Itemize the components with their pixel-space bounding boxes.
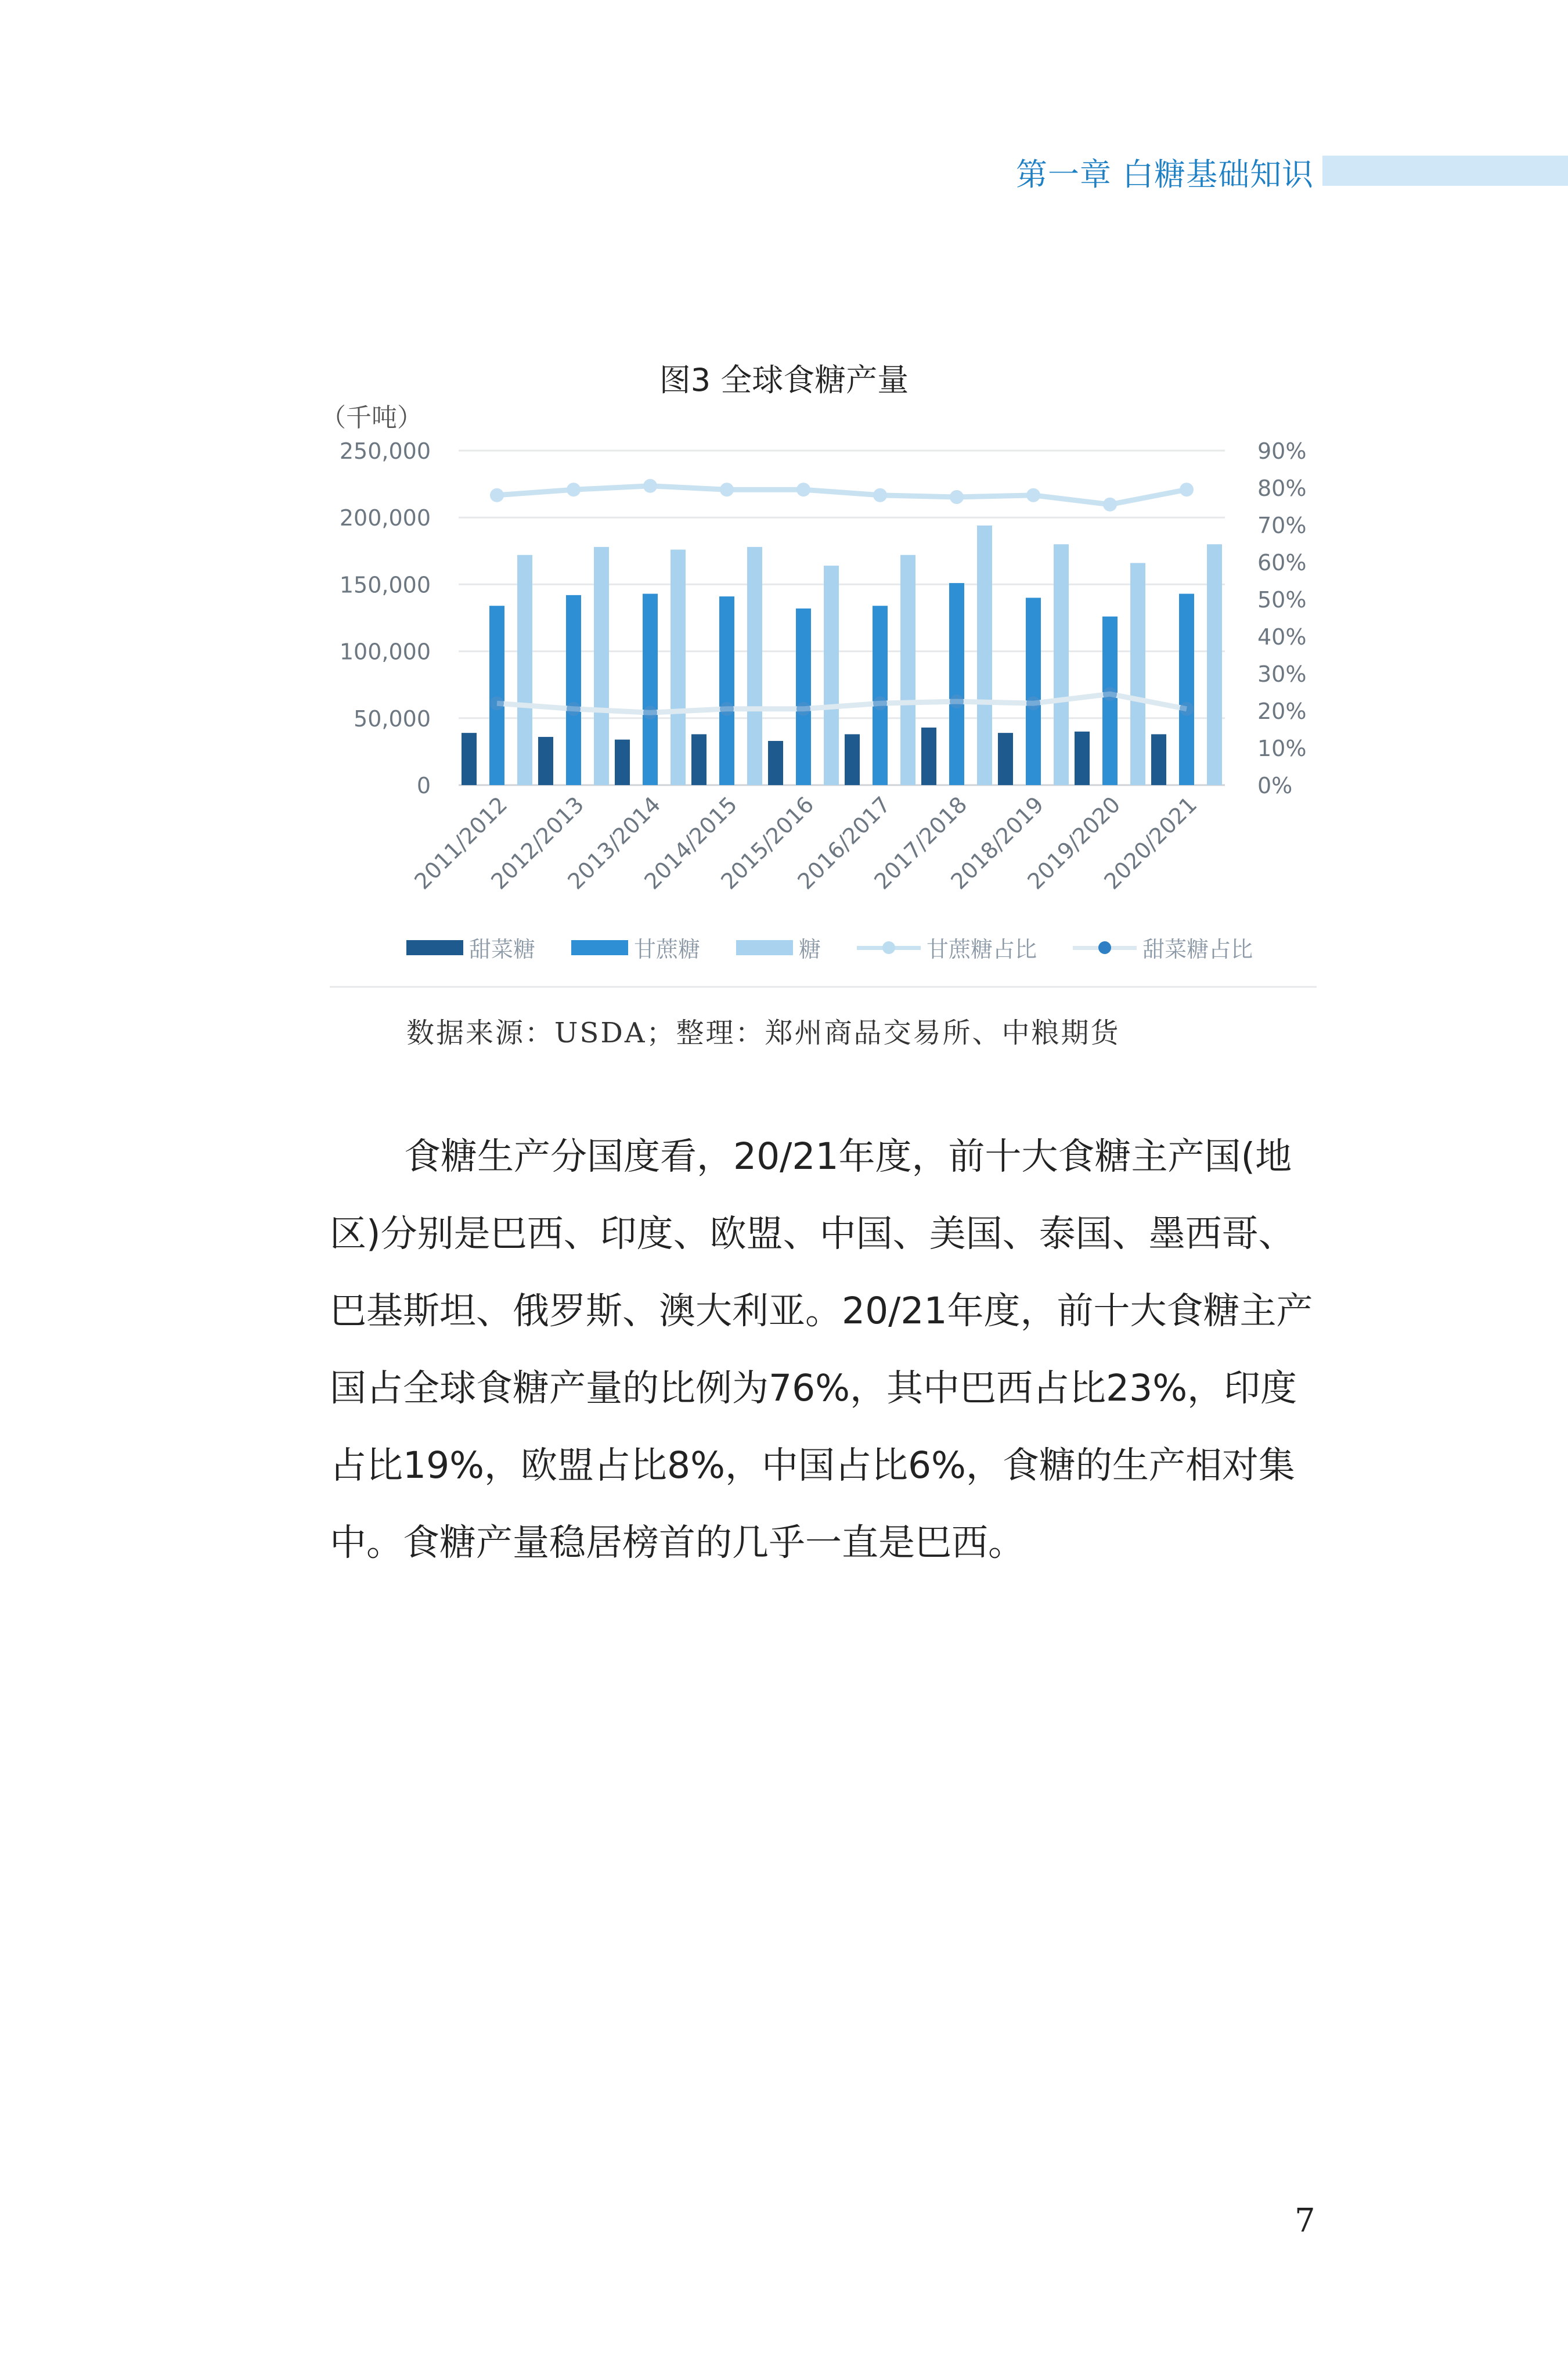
point-beet-share	[1026, 696, 1040, 710]
point-cane-share	[720, 483, 734, 496]
bar-total-sugar	[1130, 563, 1145, 785]
body-paragraph	[330, 1118, 1324, 1581]
chart-legend	[406, 931, 1289, 963]
bar-beet-sugar	[1151, 734, 1166, 785]
bar-total-sugar	[977, 526, 992, 785]
legend-swatch-cane-share	[857, 940, 921, 955]
bar-cane-sugar	[796, 609, 811, 785]
bar-total-sugar	[594, 547, 609, 785]
legend-label-cane-share: 甘蔗糖占比	[927, 937, 1037, 962]
bar-cane-sugar	[873, 606, 888, 785]
y-tick-label: 150,000	[339, 572, 431, 598]
page-number: 7	[1295, 2202, 1315, 2240]
paragraph-line: 食糖生产分国度看，20/21年度，前十大食糖主产国(地	[404, 1135, 1292, 1178]
y2-tick-label: 10%	[1257, 736, 1307, 761]
legend-item-total-sugar	[736, 931, 821, 963]
bar-cane-sugar	[1026, 598, 1041, 785]
legend-label-beet-share: 甜菜糖占比	[1142, 937, 1253, 962]
bar-beet-sugar	[921, 728, 936, 785]
point-cane-share	[950, 490, 964, 504]
left-axis-ticks	[340, 438, 431, 798]
y-tick-label: 100,000	[339, 639, 431, 665]
x-tick-label: 2013/2014	[563, 791, 666, 895]
bar-beet-sugar	[538, 737, 553, 785]
x-tick-label: 2020/2021	[1099, 791, 1202, 895]
chart-title: 图3 全球食糖产量	[659, 362, 909, 398]
point-cane-share	[567, 483, 581, 496]
x-tick-label: 2019/2020	[1022, 791, 1126, 895]
data-source-note: 数据来源：USDA；整理：郑州商品交易所、中粮期货	[406, 1017, 1120, 1049]
legend-label-cane-sugar: 甘蔗糖	[634, 937, 701, 962]
y2-tick-label: 80%	[1257, 476, 1307, 501]
bar-beet-sugar	[691, 734, 706, 785]
x-tick-label: 2011/2012	[409, 791, 513, 895]
bar-total-sugar	[824, 566, 839, 785]
paragraph-line: 巴基斯坦、俄罗斯、澳大利亚。20/21年度，前十大食糖主产	[330, 1290, 1313, 1332]
paragraph-line: 占比19%，欧盟占比8%，中国占比6%，食糖的生产相对集	[330, 1444, 1295, 1487]
x-tick-label: 2012/2013	[486, 791, 589, 895]
legend-item-beet-sugar	[406, 931, 535, 963]
bar-cane-sugar	[1179, 594, 1194, 785]
y-axis-unit-label: （千吨）	[320, 403, 423, 433]
legend-item-cane-sugar	[571, 931, 700, 963]
bar-total-sugar	[671, 549, 686, 785]
x-axis-labels	[409, 791, 1202, 894]
bar-cane-sugar	[719, 596, 734, 785]
y2-tick-label: 40%	[1257, 624, 1307, 650]
x-tick-label: 2015/2016	[716, 791, 819, 895]
bar-cane-sugar	[489, 606, 504, 785]
point-cane-share	[1103, 498, 1117, 512]
x-tick-label: 2014/2015	[639, 791, 742, 895]
bar-beet-sugar	[1075, 732, 1090, 785]
point-beet-share	[796, 702, 810, 716]
bar-total-sugar	[1207, 544, 1222, 785]
bar-beet-sugar	[462, 733, 477, 785]
point-cane-share	[1180, 483, 1194, 496]
y2-tick-label: 70%	[1257, 513, 1307, 538]
chart-bottom-rule	[330, 986, 1317, 988]
x-tick-label: 2018/2019	[946, 791, 1049, 895]
y-tick-label: 250,000	[339, 438, 431, 464]
right-axis-ticks	[1257, 438, 1306, 798]
point-beet-share	[720, 702, 734, 716]
paragraph-line: 中。食糖产量稳居榜首的几乎一直是巴西。	[330, 1521, 1025, 1564]
point-cane-share	[1026, 488, 1040, 502]
y2-tick-label: 90%	[1257, 438, 1307, 464]
legend-swatch-beet-share	[1073, 940, 1137, 955]
legend-label-beet-sugar: 甜菜糖	[469, 937, 536, 962]
legend-item-beet-share	[1073, 931, 1253, 963]
point-beet-share	[567, 702, 581, 716]
point-cane-share	[643, 479, 657, 493]
y2-tick-label: 20%	[1257, 699, 1307, 724]
paragraph-line: 国占全球食糖产量的比例为76%，其中巴西占比23%，印度	[330, 1367, 1297, 1409]
point-beet-share	[490, 696, 504, 710]
bar-cane-sugar	[643, 594, 658, 785]
sugar-production-chart	[0, 0, 1568, 929]
legend-item-cane-share	[857, 931, 1037, 963]
x-tick-label: 2017/2018	[869, 791, 972, 895]
y-tick-label: 200,000	[339, 505, 431, 531]
point-cane-share	[796, 483, 810, 496]
chapter-header-title: 第一章 白糖基础知识	[1016, 156, 1314, 193]
point-beet-share	[1103, 687, 1117, 701]
point-cane-share	[873, 488, 887, 502]
chart-bars	[462, 526, 1222, 785]
y2-tick-label: 0%	[1257, 773, 1293, 798]
bar-cane-sugar	[949, 583, 964, 785]
line-cane-share	[497, 486, 1187, 505]
y2-tick-label: 50%	[1257, 587, 1307, 613]
point-beet-share	[950, 694, 964, 708]
bar-total-sugar	[517, 555, 532, 785]
y-tick-label: 50,000	[354, 706, 431, 732]
bar-beet-sugar	[998, 733, 1013, 785]
bar-beet-sugar	[845, 734, 860, 785]
x-tick-label: 2016/2017	[792, 791, 896, 895]
paragraph-line: 区)分别是巴西、印度、欧盟、中国、美国、泰国、墨西哥、	[330, 1212, 1295, 1255]
legend-swatch-cane-sugar	[571, 940, 628, 955]
bar-total-sugar	[1054, 544, 1069, 785]
legend-label-total-sugar: 糖	[799, 937, 821, 962]
bar-total-sugar	[900, 555, 915, 785]
point-beet-share	[873, 696, 887, 710]
point-beet-share	[1180, 702, 1194, 716]
bar-total-sugar	[747, 547, 762, 785]
legend-swatch-beet-sugar	[406, 940, 463, 955]
bar-cane-sugar	[566, 595, 581, 785]
y2-tick-label: 30%	[1257, 661, 1307, 687]
point-beet-share	[643, 706, 657, 719]
bar-beet-sugar	[615, 740, 630, 785]
bar-beet-sugar	[768, 741, 783, 785]
y2-tick-label: 60%	[1257, 550, 1307, 575]
legend-swatch-total-sugar	[736, 940, 793, 955]
point-cane-share	[490, 488, 504, 502]
y-tick-label: 0	[416, 773, 431, 798]
